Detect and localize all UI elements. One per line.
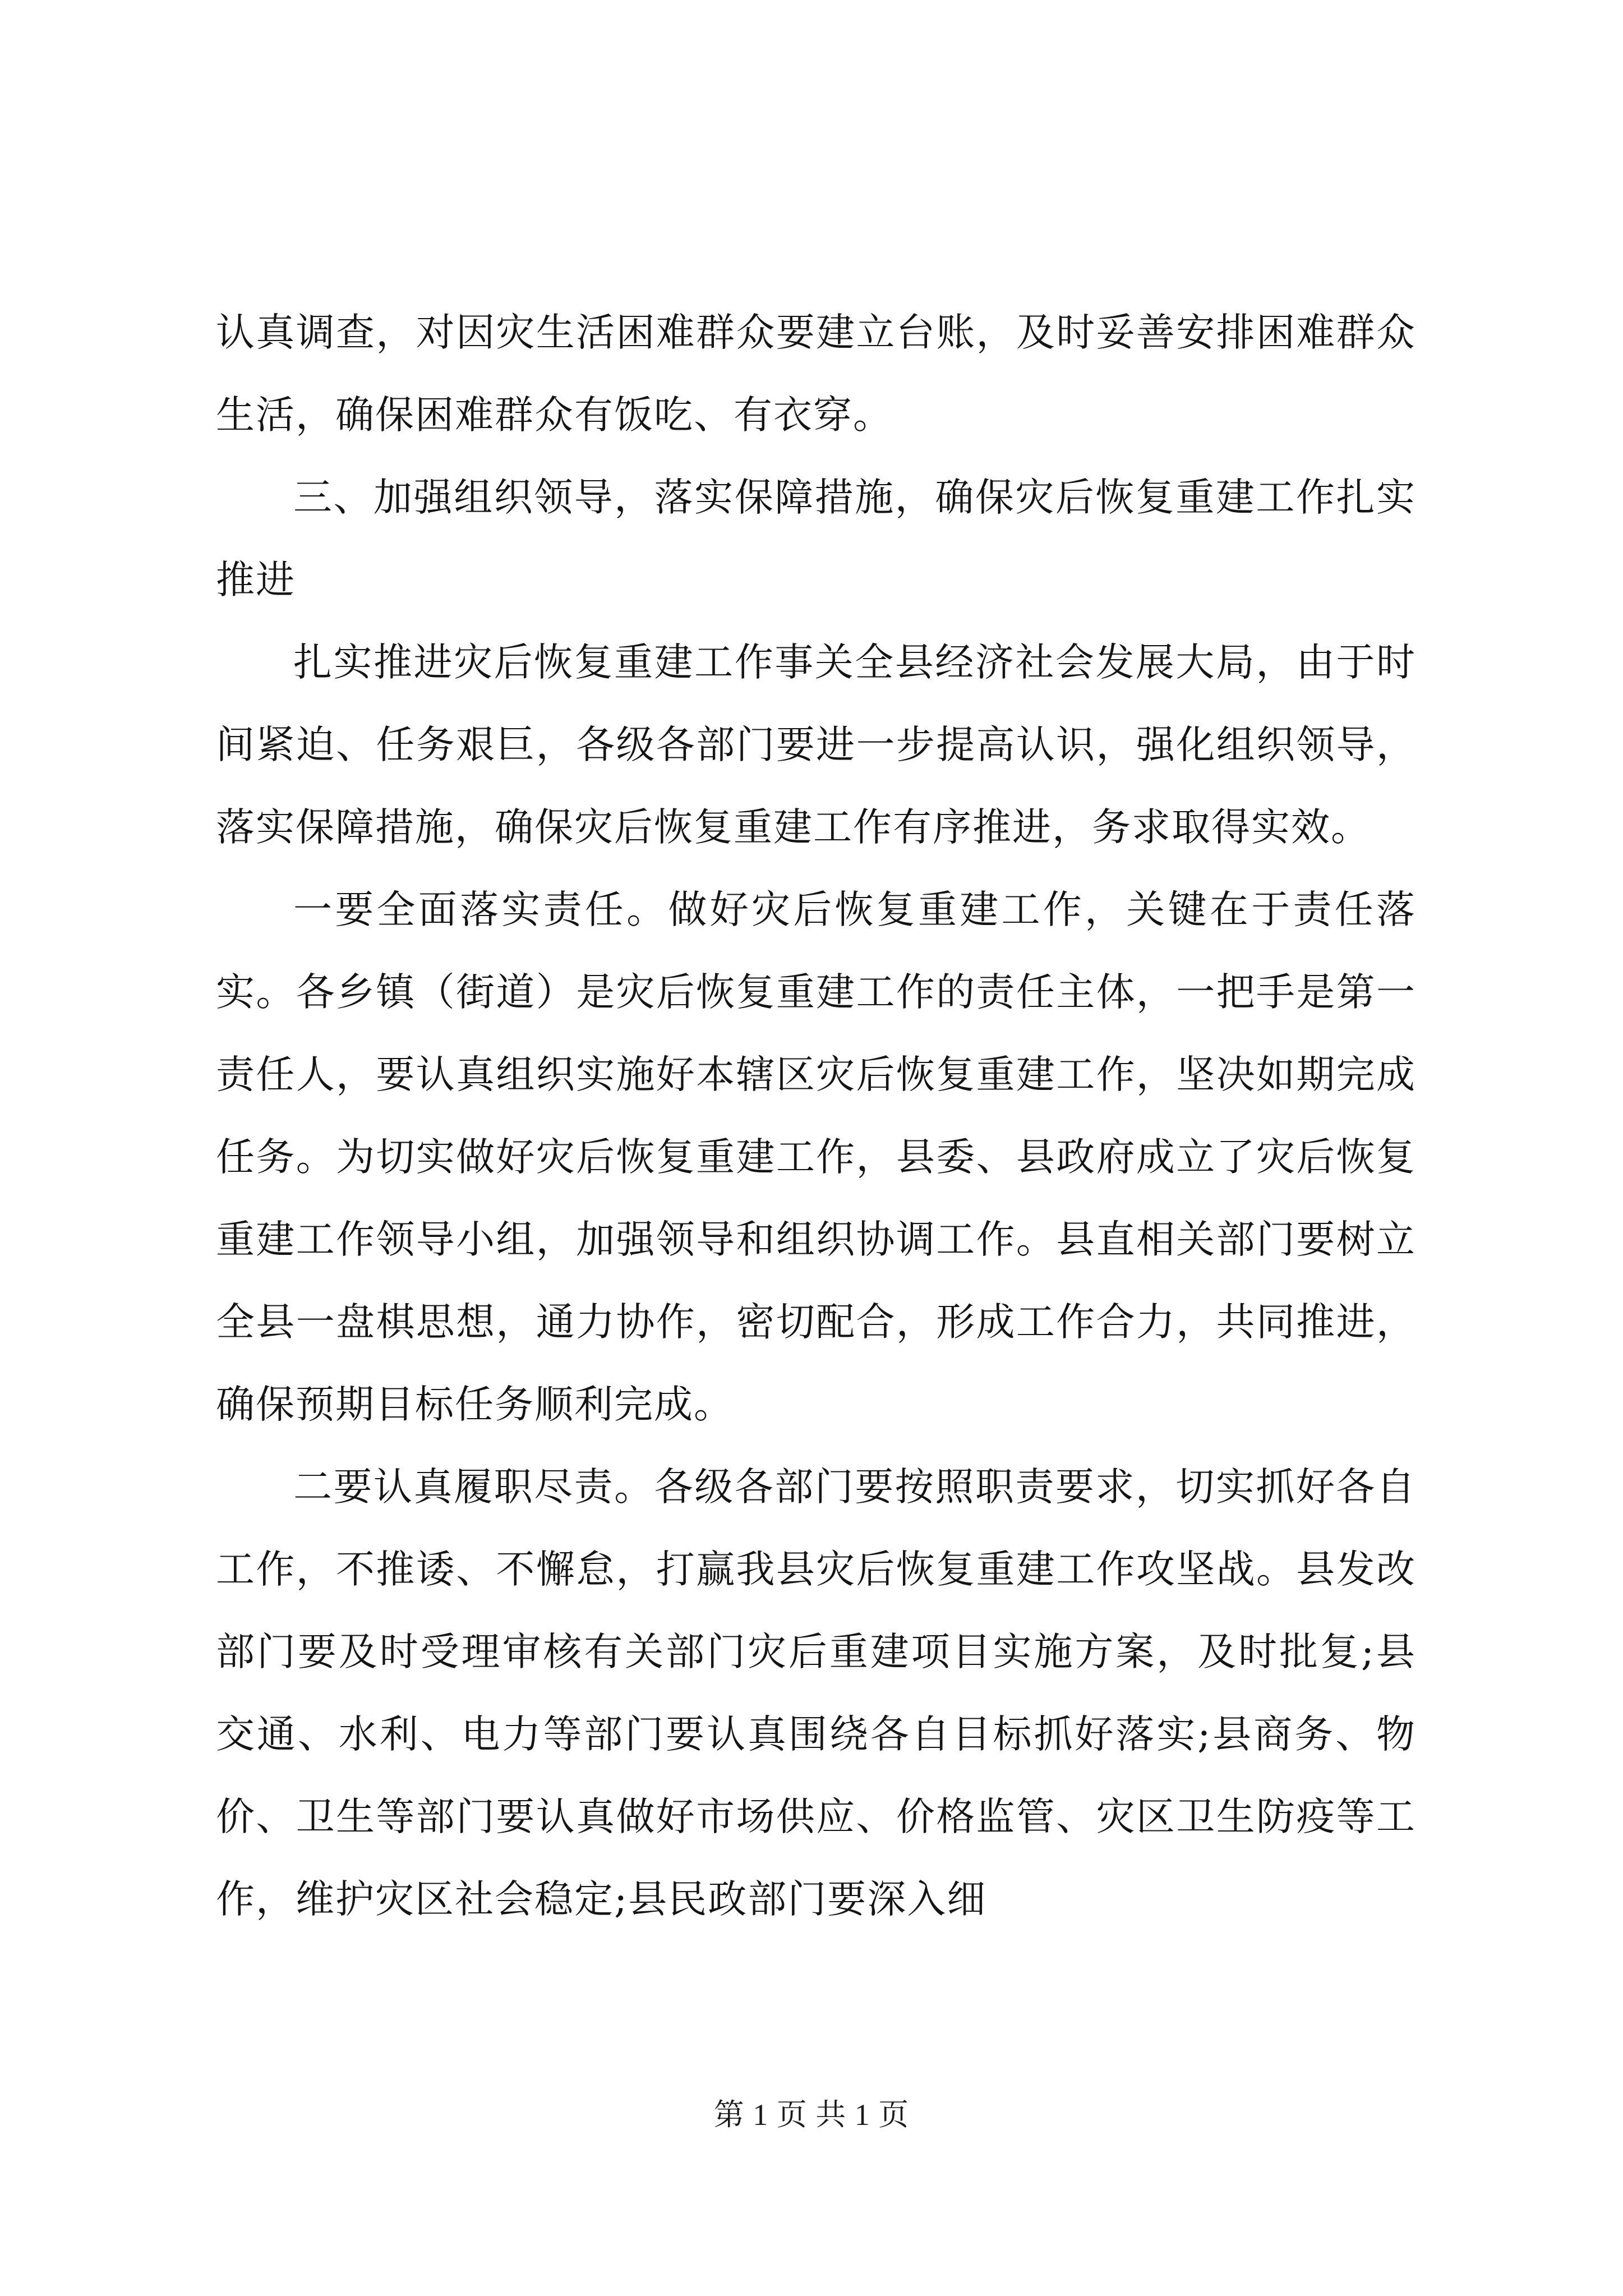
paragraph-responsibility: 一要全面落实责任。做好灾后恢复重建工作，关键在于责任落实。各乡镇（街道）是灾后恢复重建工作的责任主体，一把手是第一责任人，要认真组织实施好本辖区灾后恢复重建工作，坚决如期完成任务。为切实做好灾后恢复重建工作，县委、县政府成立了灾后恢复重建工作领导小组，加强领导和组织协调工作。县直相关部门要树立全县一盘棋思想，通力协作，密切配合，形成工作合力，共同推进，确保预期目标任务顺利完成。 xyxy=(216,887,1416,1427)
paragraph-intro: 扎实推进灾后恢复重建工作事关全县经济社会发展大局，由于时间紧迫、任务艰巨，各级各部门要进一步提高认识，强化组织领导，落实保障措施，确保灾后恢复重建工作有序推进，务求取得实效。 xyxy=(216,640,1416,850)
document-body xyxy=(216,292,1416,1941)
page-number-footer: 第 1 页 共 1 页 xyxy=(713,2098,910,2132)
paragraph-duties: 二要认真履职尽责。各级各部门要按照职责要求，切实抓好各自工作，不推诿、不懈怠，打赢我县灾后恢复重建工作攻坚战。县发改部门要及时受理审核有关部门灾后重建项目实施方案，及时批复;县交通、水利、电力等部门要认真围绕各自目标抓好落实;县商务、物价、卫生等部门要认真做好市场供应、价格监管、灾区卫生防疫等工作，维护灾区社会稳定;县民政部门要深入细 xyxy=(216,1465,1416,1922)
section-heading: 三、加强组织领导，落实保障措施，确保灾后恢复重建工作扎实推进 xyxy=(216,475,1416,602)
paragraph-continuation: 认真调查，对因灾生活困难群众要建立台账，及时妥善安排困难群众生活，确保困难群众有饭吃、有衣穿。 xyxy=(216,310,1416,438)
